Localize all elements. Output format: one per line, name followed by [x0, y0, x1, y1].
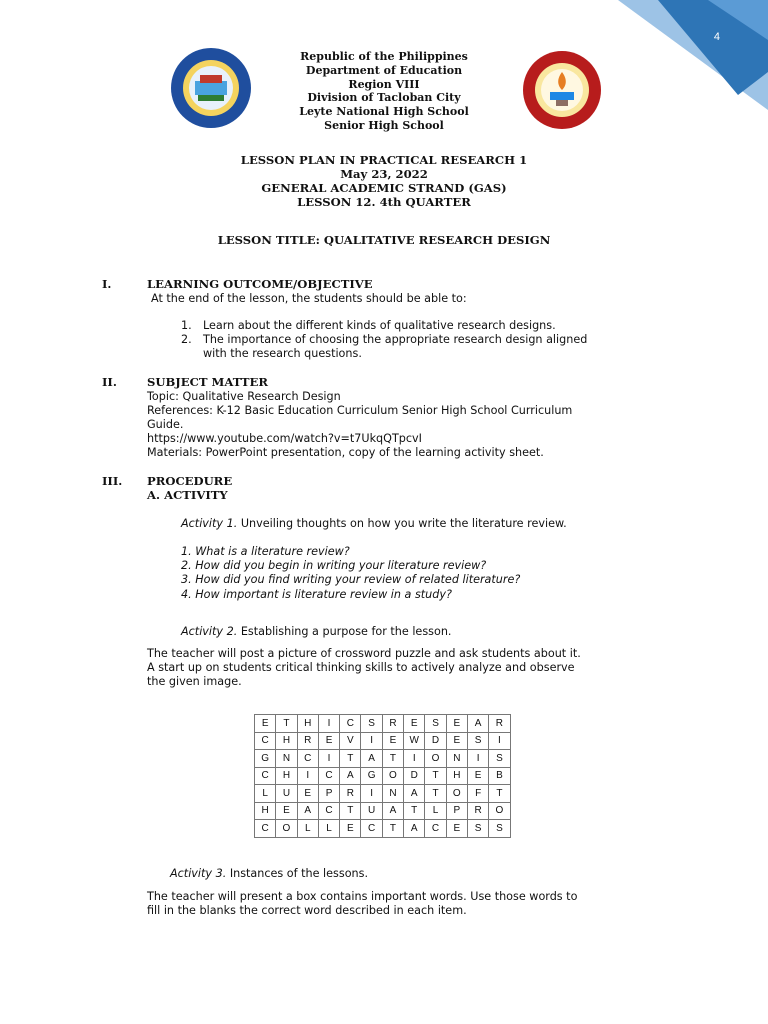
- puzzle-cell: S: [489, 820, 510, 838]
- puzzle-cell: I: [404, 750, 425, 768]
- puzzle-cell: O: [489, 802, 510, 820]
- puzzle-cell: C: [297, 750, 318, 768]
- paragraph-line: A start up on students critical thinking skills to actively analyze and observe: [147, 661, 575, 674]
- puzzle-cell: H: [297, 715, 318, 733]
- puzzle-cell: A: [297, 802, 318, 820]
- puzzle-cell: R: [382, 715, 403, 733]
- puzzle-cell: E: [467, 767, 488, 785]
- puzzle-cell: E: [340, 820, 361, 838]
- puzzle-cell: E: [318, 732, 339, 750]
- puzzle-cell: V: [340, 732, 361, 750]
- puzzle-cell: R: [297, 732, 318, 750]
- puzzle-cell: C: [425, 820, 446, 838]
- puzzle-cell: F: [467, 785, 488, 803]
- activity-text: Instances of the lessons.: [226, 867, 369, 880]
- page-number: 4: [713, 31, 720, 43]
- section-heading: PROCEDURE: [147, 474, 233, 488]
- puzzle-cell: R: [340, 785, 361, 803]
- puzzle-cell: I: [318, 715, 339, 733]
- puzzle-cell: T: [340, 750, 361, 768]
- section-heading: SUBJECT MATTER: [147, 375, 269, 389]
- puzzle-cell: I: [318, 750, 339, 768]
- puzzle-cell: P: [446, 802, 467, 820]
- puzzle-cell: N: [276, 750, 297, 768]
- puzzle-row: [255, 750, 511, 768]
- puzzle-cell: N: [382, 785, 403, 803]
- puzzle-cell: A: [404, 785, 425, 803]
- crossword-puzzle-grid: [254, 714, 511, 838]
- question-item: 2. How did you begin in writing your literature review?: [181, 559, 487, 572]
- activity-1: [181, 517, 567, 531]
- puzzle-cell: E: [446, 820, 467, 838]
- header-line: Region VIII: [348, 77, 420, 91]
- puzzle-row: [255, 715, 511, 733]
- puzzle-cell: E: [297, 785, 318, 803]
- section-number: I.: [102, 277, 112, 291]
- puzzle-cell: S: [467, 732, 488, 750]
- puzzle-cell: G: [255, 750, 276, 768]
- list-number: 2.: [181, 333, 192, 346]
- puzzle-cell: C: [361, 820, 382, 838]
- puzzle-cell: C: [255, 820, 276, 838]
- puzzle-row: [255, 732, 511, 750]
- puzzle-cell: W: [404, 732, 425, 750]
- question-item: 4. How important is literature review in a study?: [181, 588, 452, 601]
- objective-item-cont: with the research questions.: [203, 347, 362, 360]
- paragraph-line: fill in the blanks the correct word described in each item.: [147, 904, 467, 917]
- puzzle-cell: S: [361, 715, 382, 733]
- puzzle-cell: O: [382, 767, 403, 785]
- paragraph-line: The teacher will present a box contains important words. Use those words to: [147, 890, 578, 903]
- puzzle-cell: U: [361, 802, 382, 820]
- puzzle-cell: E: [404, 715, 425, 733]
- puzzle-cell: C: [318, 802, 339, 820]
- puzzle-row: [255, 767, 511, 785]
- puzzle-cell: O: [276, 820, 297, 838]
- header-line: Leyte National High School: [299, 105, 469, 119]
- puzzle-row: [255, 785, 511, 803]
- activity-3: [170, 867, 368, 881]
- reference-link[interactable]: https://www.youtube.com/watch?v=t7UkqQTpcvI: [147, 432, 422, 445]
- puzzle-row: [255, 820, 511, 838]
- materials-line: Materials: PowerPoint presentation, copy of the learning activity sheet.: [147, 446, 544, 459]
- puzzle-row: [255, 802, 511, 820]
- topic-line: Topic: Qualitative Research Design: [147, 390, 341, 403]
- question-item: 3. How did you find writing your review of related literature?: [181, 573, 521, 586]
- puzzle-cell: R: [489, 715, 510, 733]
- puzzle-cell: D: [425, 732, 446, 750]
- puzzle-cell: T: [489, 785, 510, 803]
- puzzle-cell: S: [467, 820, 488, 838]
- puzzle-cell: H: [276, 732, 297, 750]
- section-number: III.: [102, 474, 123, 488]
- objective-intro: At the end of the lesson, the students should be able to:: [151, 292, 467, 305]
- puzzle-cell: T: [425, 767, 446, 785]
- header-line: Republic of the Philippines: [300, 50, 468, 63]
- activity-label: Activity 2.: [181, 625, 238, 638]
- subsection-heading: A. ACTIVITY: [147, 488, 228, 502]
- puzzle-cell: T: [404, 802, 425, 820]
- puzzle-cell: T: [382, 820, 403, 838]
- header-line: Division of Tacloban City: [307, 91, 461, 105]
- document-header: [0, 50, 768, 133]
- puzzle-cell: S: [425, 715, 446, 733]
- puzzle-cell: U: [276, 785, 297, 803]
- puzzle-cell: P: [318, 785, 339, 803]
- references-line-cont: Guide.: [147, 418, 184, 431]
- paragraph-line: the given image.: [147, 675, 242, 688]
- puzzle-cell: T: [425, 785, 446, 803]
- lesson-title: LESSON TITLE: QUALITATIVE RESEARCH DESIGN: [217, 233, 551, 247]
- puzzle-cell: C: [340, 715, 361, 733]
- puzzle-cell: L: [297, 820, 318, 838]
- puzzle-cell: T: [340, 802, 361, 820]
- activity-text: Establishing a purpose for the lesson.: [237, 625, 452, 638]
- puzzle-cell: C: [255, 732, 276, 750]
- puzzle-cell: E: [446, 715, 467, 733]
- title-line: LESSON PLAN IN PRACTICAL RESEARCH 1: [240, 153, 528, 167]
- puzzle-cell: N: [446, 750, 467, 768]
- puzzle-cell: S: [489, 750, 510, 768]
- objective-item: The importance of choosing the appropriate research design aligned: [203, 333, 588, 346]
- objective-item: Learn about the different kinds of qualitative research designs.: [203, 319, 556, 332]
- activity-label: Activity 3.: [170, 867, 227, 880]
- puzzle-cell: E: [446, 732, 467, 750]
- puzzle-cell: E: [276, 802, 297, 820]
- puzzle-cell: O: [425, 750, 446, 768]
- puzzle-cell: I: [361, 785, 382, 803]
- puzzle-cell: A: [404, 820, 425, 838]
- puzzle-cell: H: [255, 802, 276, 820]
- title-line: GENERAL ACADEMIC STRAND (GAS): [261, 181, 507, 195]
- puzzle-cell: E: [255, 715, 276, 733]
- puzzle-cell: A: [467, 715, 488, 733]
- puzzle-cell: I: [489, 732, 510, 750]
- puzzle-cell: C: [255, 767, 276, 785]
- puzzle-cell: I: [361, 732, 382, 750]
- puzzle-cell: C: [318, 767, 339, 785]
- puzzle-cell: G: [361, 767, 382, 785]
- references-line: References: K-12 Basic Education Curriculum Senior High School Curriculum: [147, 404, 573, 417]
- activity-2: [181, 625, 451, 639]
- paragraph-line: The teacher will post a picture of crossword puzzle and ask students about it.: [147, 647, 581, 660]
- puzzle-cell: L: [425, 802, 446, 820]
- puzzle-cell: I: [467, 750, 488, 768]
- puzzle-cell: H: [276, 767, 297, 785]
- title-line: LESSON 12. 4th QUARTER: [297, 195, 471, 209]
- puzzle-cell: H: [446, 767, 467, 785]
- activity-label: Activity 1.: [181, 517, 238, 530]
- puzzle-cell: T: [276, 715, 297, 733]
- puzzle-cell: A: [340, 767, 361, 785]
- puzzle-cell: D: [404, 767, 425, 785]
- question-item: 1. What is a literature review?: [181, 545, 350, 558]
- puzzle-cell: B: [489, 767, 510, 785]
- puzzle-cell: A: [382, 802, 403, 820]
- list-number: 1.: [181, 319, 192, 332]
- puzzle-cell: T: [382, 750, 403, 768]
- puzzle-cell: E: [382, 732, 403, 750]
- header-line: Department of Education: [305, 63, 463, 77]
- lesson-plan-title: [0, 153, 768, 209]
- puzzle-cell: O: [446, 785, 467, 803]
- activity-text: Unveiling thoughts on how you write the literature review.: [237, 517, 567, 530]
- header-line: Senior High School: [324, 118, 444, 132]
- puzzle-cell: L: [318, 820, 339, 838]
- puzzle-cell: I: [297, 767, 318, 785]
- puzzle-cell: A: [361, 750, 382, 768]
- puzzle-cell: L: [255, 785, 276, 803]
- section-heading: LEARNING OUTCOME/OBJECTIVE: [147, 277, 373, 291]
- puzzle-cell: R: [467, 802, 488, 820]
- section-number: II.: [102, 375, 117, 389]
- title-line: May 23, 2022: [340, 167, 428, 181]
